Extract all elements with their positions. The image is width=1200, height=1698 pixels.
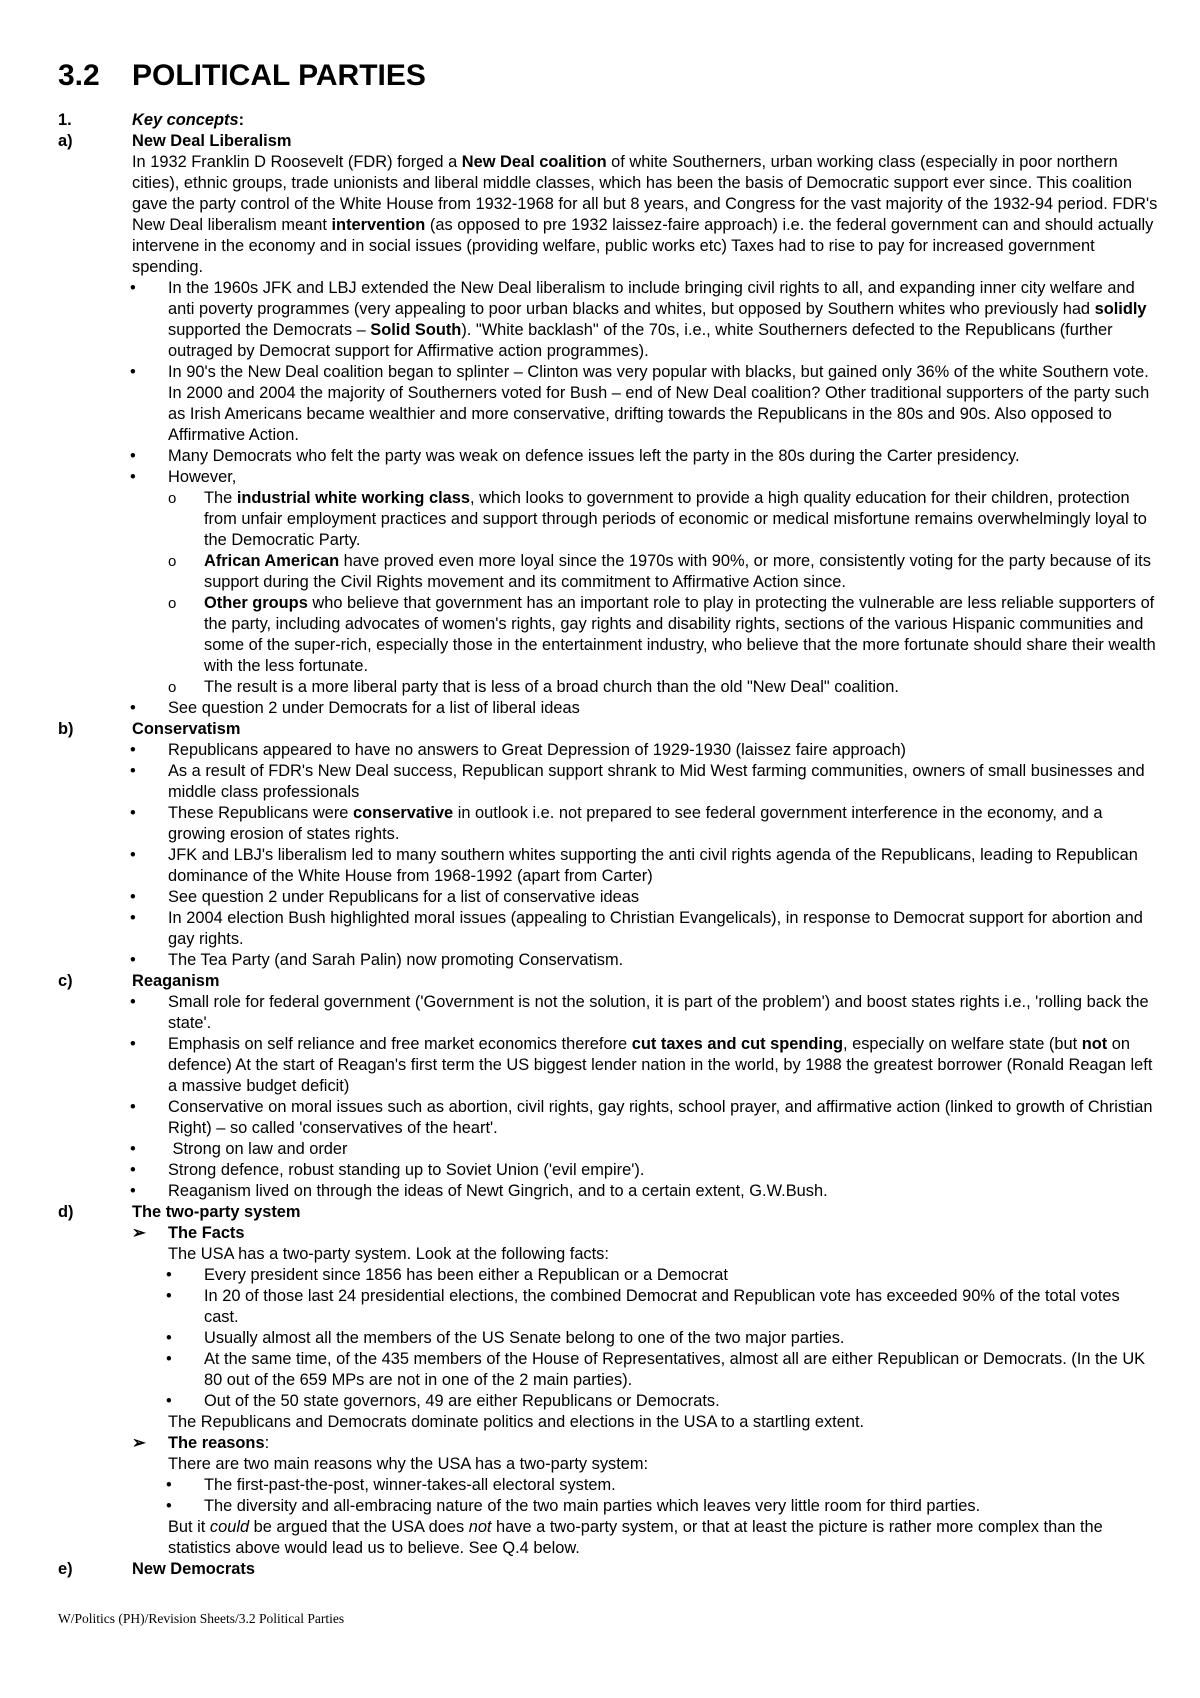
section-1-heading: [58, 110, 1158, 131]
document-body: [58, 110, 1158, 1580]
text: , which looks to government to provide a high quality education for their children, protection from unfair employment practices and support through periods of economic or medical misfortune remains overwhelmingly loyal to the Democratic Party.: [204, 489, 1147, 549]
list-item: • The diversity and all-embracing nature of the two main parties which leaves very little room for third parties.: [58, 1496, 1158, 1517]
list-item: • The Tea Party (and Sarah Palin) now promoting Conservatism.: [58, 950, 1158, 971]
section-d-heading: [58, 1202, 1158, 1223]
text: have a two-party system, or that at least the picture is rather more complex than the statistics above would lead us to believe. See Q.4 below.: [168, 1518, 1103, 1557]
subheading-text: [168, 1433, 269, 1454]
bullet-list: [58, 992, 1158, 1202]
text: The: [204, 489, 237, 507]
list-item: • Small role for federal government ('Government is not the solution, it is part of the problem') and boost states rights i.e., 'rolling back the state'.: [58, 992, 1158, 1034]
list-item: [58, 551, 1158, 593]
section-label: e): [58, 1560, 73, 1578]
paragraph: [58, 152, 1158, 278]
section-label: a): [58, 132, 73, 150]
section-heading: [132, 110, 244, 131]
text: These Republicans were: [168, 804, 353, 822]
heading-text: Key concepts: [132, 111, 239, 129]
bullet-list: [58, 740, 1158, 971]
document-page: [58, 58, 1158, 1580]
section-label: c): [58, 972, 73, 990]
list-item: o The result is a more liberal party that is less of a broad church than the old "New Deal" coalition.: [58, 677, 1158, 698]
bullet-list: [58, 1475, 1158, 1517]
heading-suffix: :: [238, 111, 245, 129]
section-heading: New Democrats: [132, 1560, 255, 1578]
text: (as opposed to pre 1932 laissez-faire approach) i.e. the federal government can and should actually intervene in the economy and in social issues (providing welfare, public works etc) Taxes had to rise to pay for increased government spending.: [132, 216, 1154, 276]
text: , especially on welfare state (but: [843, 1035, 1082, 1053]
bold-text: Solid South: [370, 321, 462, 339]
list-item: [58, 803, 1158, 845]
text: have proved even more loyal since the 1970s with 90%, or more, consistently voting for the party because of its support during the Civil Rights movement and its commitment to Affirmative Action since.: [204, 552, 1151, 591]
paragraph: The Republicans and Democrats dominate politics and elections in the USA to a startling extent.: [168, 1413, 865, 1431]
list-item: • Many Democrats who felt the party was weak on defence issues left the party in the 80s during the Carter presidency.: [58, 446, 1158, 467]
bold-text: conservative: [352, 804, 454, 822]
list-item: • In 2004 election Bush highlighted moral issues (appealing to Christian Evangelicals), in response to Democrat support for abortion and gay rights.: [58, 908, 1158, 950]
list-item: • JFK and LBJ's liberalism led to many southern whites supporting the anti civil rights agenda of the Republicans, leading to Republican dominance of the White House from 1968-1992 (apart from Carter): [58, 845, 1158, 887]
paragraph: There are two main reasons why the USA has a two-party system:: [168, 1455, 649, 1473]
text: who believe that government has an important role to play in protecting the vulnerable are less reliable supporters of the party, including advocates of women's rights, gay rights and disability rights, sections of the various Hispanic communities and some of the super-rich, especially those in the entertainment industry, who believe that the more fortunate should share their wealth with the less fortunate.: [204, 594, 1156, 675]
list-item: • Out of the 50 state governors, 49 are either Republicans or Democrats.: [58, 1391, 1158, 1412]
footer-path: W/Politics (PH)/Revision Sheets/3.2 Political Parties: [58, 1611, 345, 1626]
section-b-heading: [58, 719, 1158, 740]
arrow-bullet-icon: ➢: [132, 1434, 146, 1452]
section-a-heading: [58, 131, 1158, 152]
text: But it: [168, 1518, 210, 1536]
text: Emphasis on self reliance and free market economics therefore: [168, 1035, 632, 1053]
text: ). "White backlash" of the 70s, i.e., white Southerners defected to the Republicans (further outraged by Democrat support for Affirmative action programmes).: [168, 321, 1113, 360]
paragraph: The USA has a two-party system. Look at the following facts:: [168, 1245, 609, 1263]
text: :: [264, 1434, 270, 1452]
subheading-text: The Facts: [168, 1224, 245, 1242]
list-item: • See question 2 under Democrats for a list of liberal ideas: [58, 698, 1158, 719]
list-item: • Conservative on moral issues such as abortion, civil rights, gay rights, school prayer, and affirmative action (linked to growth of Christian Right) – so called 'conservatives of the heart'.: [58, 1097, 1158, 1139]
list-item: [58, 593, 1158, 677]
list-item: • At the same time, of the 435 members of the House of Representatives, almost all are either Republican or Democrats. (In the UK 80 out of the 659 MPs are not in one of the 2 main parties).: [58, 1349, 1158, 1391]
list-item: • Every president since 1856 has been either a Republican or a Democrat: [58, 1265, 1158, 1286]
italic-text: could: [209, 1518, 250, 1536]
bold-text: not: [1081, 1035, 1108, 1053]
text: on defence) At the start of Reagan's first term the US biggest lender nation in the world, by 1988 the greatest borrower (Ronald Reagan left a massive budget deficit): [168, 1035, 1153, 1095]
list-item: • Republicans appeared to have no answers to Great Depression of 1929-1930 (laissez faire approach): [58, 740, 1158, 761]
bold-text: cut taxes and cut spending: [631, 1035, 844, 1053]
section-label: d): [58, 1203, 74, 1221]
bold-text: African American: [204, 552, 340, 570]
sub-bullet-list: [58, 488, 1158, 698]
arrow-bullet-icon: ➢: [132, 1224, 146, 1242]
text: In 1932 Franklin D Roosevelt (FDR) forged a: [132, 153, 462, 171]
text: In the 1960s JFK and LBJ extended the New Deal liberalism to include bringing civil rights to all, and expanding inner city welfare and anti poverty programmes (very appealing to poor urban blacks and whites, but opposed by Southern whites who previously had: [168, 279, 1135, 318]
page-title: [58, 58, 1158, 94]
text: supported the Democrats –: [168, 321, 371, 339]
text: of white Southerners, urban working class (especially in poor northern cities), ethnic groups, trade unionists and liberal middle classes, which has been the basis of Democratic support ever since. This coalition gave the party control of the White House from 1932-1968 for all but 8 years, and Congress for the vast majority of the 1932-94 period. FDR's New Deal liberalism meant: [132, 153, 1158, 234]
bold-text: intervention: [331, 216, 426, 234]
bullet-list: [58, 1265, 1158, 1412]
list-item: • Strong on law and order: [58, 1139, 1158, 1160]
section-label: 1.: [58, 111, 72, 129]
list-item: • See question 2 under Republicans for a list of conservative ideas: [58, 887, 1158, 908]
section-heading: Reaganism: [132, 972, 220, 990]
list-item: • Strong defence, robust standing up to Soviet Union ('evil empire').: [58, 1160, 1158, 1181]
bold-text: Other groups: [204, 594, 308, 612]
bullet-list: [58, 278, 1158, 488]
list-item: • In 20 of those last 24 presidential elections, the combined Democrat and Republican vote has exceeded 90% of the total votes cast.: [58, 1286, 1158, 1328]
section-heading: New Deal Liberalism: [132, 132, 292, 150]
title-text: POLITICAL PARTIES: [132, 59, 426, 92]
list-item: • In 90's the New Deal coalition began to splinter – Clinton was very popular with blacks, but gained only 36% of the white Southern vote. In 2000 and 2004 the majority of Southerners voted for Bush – end of New Deal coalition? Other traditional supporters of the party such as Irish Americans became wealthier and more conservative, drifting towards the Republicans in the 80s and 90s. Also opposed to Affirmative Action.: [58, 362, 1158, 446]
section-label: b): [58, 720, 74, 738]
paragraph: [58, 1517, 1158, 1559]
list-item: • As a result of FDR's New Deal success, Republican support shrank to Mid West farming communities, owners of small businesses and middle class professionals: [58, 761, 1158, 803]
list-item: • The first-past-the-post, winner-takes-all electoral system.: [58, 1475, 1158, 1496]
list-item: [58, 1034, 1158, 1097]
section-c-heading: [58, 971, 1158, 992]
bold-text: solidly: [1094, 300, 1147, 318]
subheading-reasons: [58, 1433, 1158, 1454]
list-item: • Reaganism lived on through the ideas of Newt Gingrich, and to a certain extent, G.W.Bush.: [58, 1181, 1158, 1202]
text: be argued that the USA does: [249, 1518, 469, 1536]
bold-text: New Deal coalition: [461, 153, 607, 171]
italic-text: not: [468, 1518, 492, 1536]
list-item: • Usually almost all the members of the US Senate belong to one of the two major parties.: [58, 1328, 1158, 1349]
list-item: [58, 278, 1158, 362]
text: The reasons: [168, 1434, 265, 1452]
bold-text: industrial white working class: [236, 489, 470, 507]
section-heading: Conservatism: [132, 720, 241, 738]
subheading-facts: [58, 1223, 1158, 1244]
bullet-list: [58, 698, 1158, 719]
section-number: 3.2: [58, 59, 100, 92]
list-item: • However,: [58, 467, 1158, 488]
section-heading: The two-party system: [132, 1203, 301, 1221]
list-item: [58, 488, 1158, 551]
text: in outlook i.e. not prepared to see federal government interference in the economy, and a growing erosion of states rights.: [168, 804, 1103, 843]
section-e-heading: [58, 1559, 1158, 1580]
